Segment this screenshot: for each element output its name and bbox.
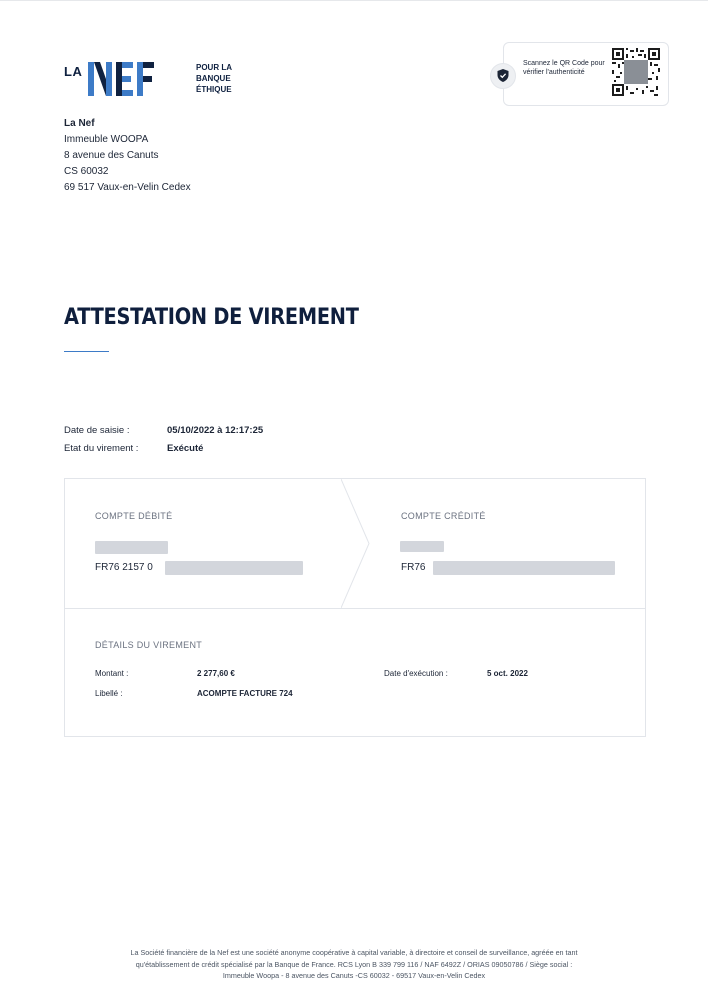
qr-code[interactable]	[612, 48, 660, 96]
status-row	[64, 440, 263, 458]
shield-check-icon	[490, 63, 516, 89]
debit-iban-redacted	[165, 561, 303, 575]
address-line: 8 avenue des Canuts	[64, 150, 159, 161]
credit-iban: FR76	[401, 562, 426, 573]
reference-label: Libellé :	[95, 689, 123, 698]
entry-date-value: 05/10/2022 à 12:17:25	[167, 425, 264, 436]
arrow-divider	[341, 479, 371, 608]
credit-account-label: COMPTE CRÉDITÉ	[401, 511, 486, 521]
card-divider	[65, 608, 645, 609]
amount-label: Montant :	[95, 669, 129, 678]
credit-iban-redacted	[433, 561, 615, 575]
bank-name: La Nef	[64, 118, 95, 129]
amount-value: 2 277,60 €	[197, 669, 235, 678]
top-border	[0, 0, 708, 1]
status-label: Etat du virement :	[64, 443, 139, 454]
execution-date-value: 5 oct. 2022	[487, 669, 528, 678]
address-line: Immeuble WOOPA	[64, 134, 149, 145]
footer-line: Immeuble Woopa - 8 avenue des Canuts -CS 60032 - 69517 Vaux-en-Velin Cedex	[222, 971, 486, 980]
title-underline	[64, 351, 109, 352]
entry-date-label: Date de saisie :	[64, 425, 130, 436]
footer-line: La Société financière de la Nef est une société anonyme coopérative à capital variable, à directoire et conseil de surveillance, agréée en tant	[130, 948, 578, 957]
logo-prefix: LA	[64, 64, 83, 79]
debit-iban: FR76 2157 0	[95, 562, 153, 573]
legal-footer	[50, 947, 658, 982]
bank-address	[64, 116, 191, 196]
page-title: ATTESTATION DE VIREMENT	[64, 305, 359, 330]
transfer-card	[64, 478, 646, 737]
footer-line: qu'établissement de crédit spécialisé par la Banque de France. RCS Lyon B 339 799 116 / NAF 6492Z / ORIAS 09050786 / Siège social :	[135, 959, 573, 969]
entry-date-row	[64, 422, 263, 440]
debit-account-label: COMPTE DÉBITÉ	[95, 511, 173, 521]
status-value: Exécuté	[167, 443, 204, 454]
details-label: DÉTAILS DU VIREMENT	[95, 640, 203, 650]
reference-value: ACOMPTE FACTURE 724	[197, 689, 293, 698]
logo-tagline: POUR LA BANQUE ÉTHIQUE	[196, 63, 232, 94]
qr-instruction-text: Scannez le QR Code pour vérifier l'authenticité	[523, 60, 605, 76]
nef-logo-mark-icon	[88, 62, 164, 96]
address-line: 69 517 Vaux-en-Velin Cedex	[64, 182, 191, 193]
execution-date-label: Date d'exécution :	[384, 669, 448, 678]
credit-account-name-redacted	[400, 541, 444, 552]
address-line: CS 60032	[64, 166, 109, 177]
transfer-meta	[64, 422, 263, 458]
debit-account-name-redacted	[95, 541, 168, 554]
